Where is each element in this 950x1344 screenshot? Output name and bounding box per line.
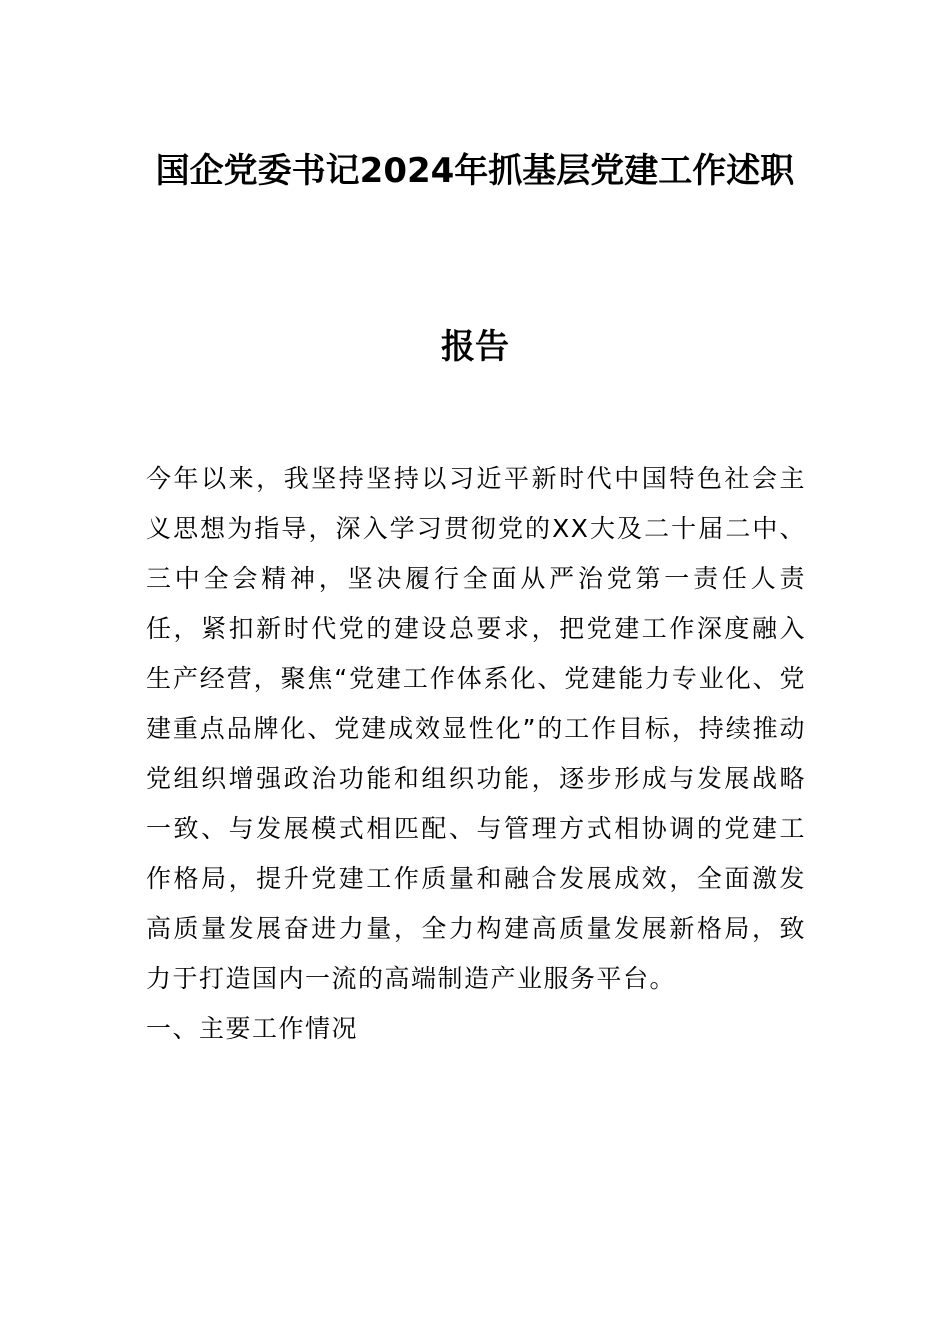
section-heading-main-work: 一、主要工作情况: [146, 1014, 359, 1043]
document-title-line-1: 国企党委书记2024年抓基层党建工作述职: [155, 151, 795, 191]
document-title-line-2: 报告: [441, 327, 509, 367]
paragraph-intro: 今年以来，我坚持坚持以习近平新时代中国特色社会主义思想为指导，深入学习贯彻党的XX大及二十届二中、三中全会精神，坚决履行全面从严治党第一责任人责任，紧扣新时代党的建设总要求，把党建工作深度融入生产经营，聚焦“党建工作体系化、党建能力专业化、党建重点品牌化、党建成效显性化”的工作目标，持续推动党组织增强政治功能和组织功能，逐步形成与发展战略一致、与发展模式相匹配、与管理方式相协调的党建工作格局，提升党建工作质量和融合发展成效，全面激发高质量发展奋进力量，全力构建高质量发展新格局，致力于打造国内一流的高端制造产业服务平台。: [146, 464, 806, 993]
document-body: [146, 454, 806, 1004]
